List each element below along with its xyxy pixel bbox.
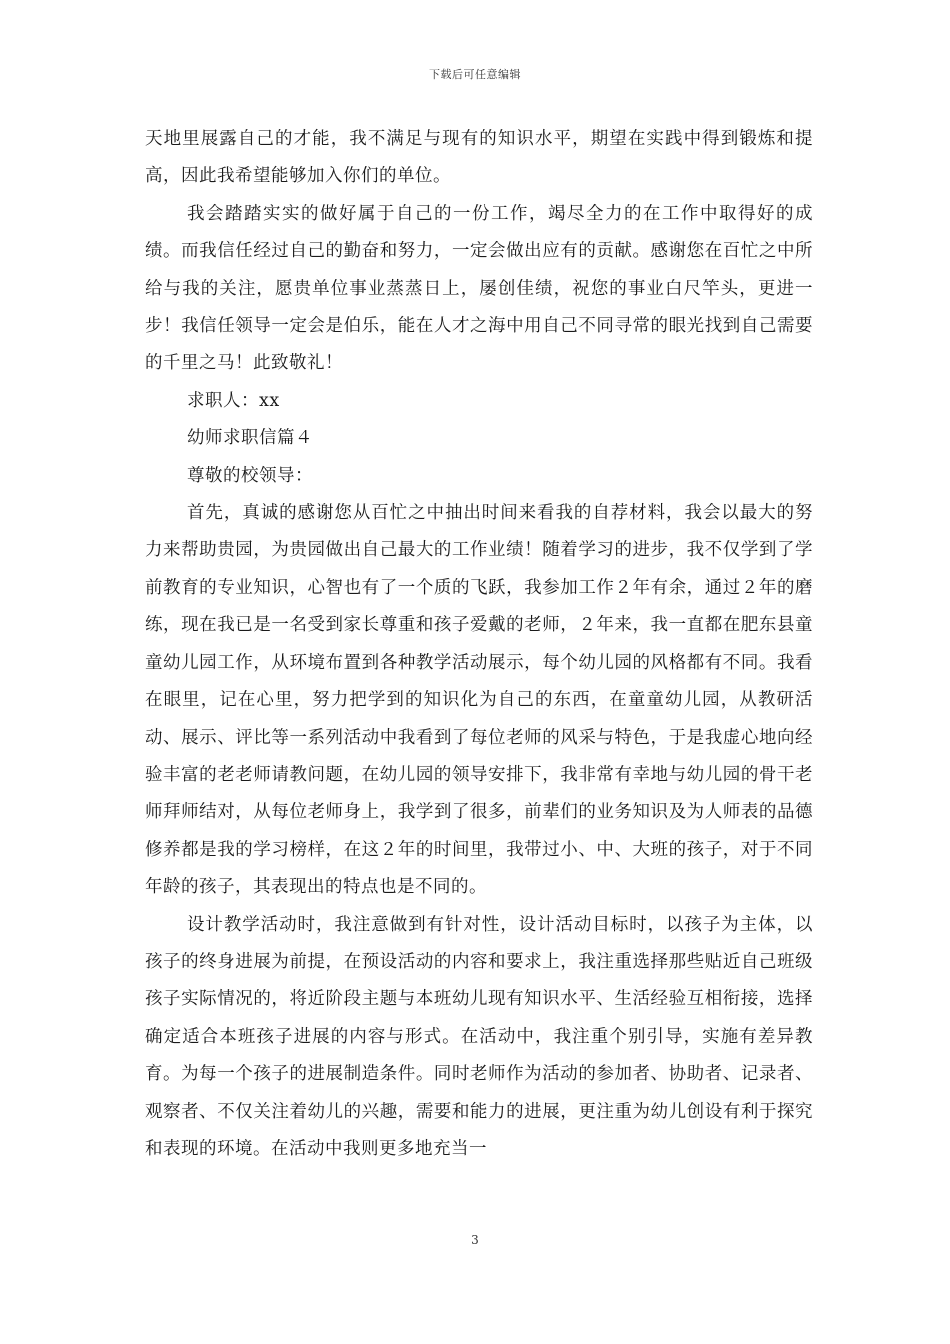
salutation: 尊敬的校领导： [187, 465, 313, 486]
paragraph-continuation: 天地里展露自己的才能，我不满足与现有的知识水平，期望在实践中得到锻炼和提高，因此我希望能够加入你们的单位。 [145, 129, 813, 187]
paragraph-body-1: 首先，真诚的感谢您从百忙之中抽出时间来看我的自荐材料，我会以最大的努力来帮助贵园，为贵园做出自己最大的工作业绩！随着学习的进步，我不仅学到了学前教育的专业知识，心智也有了一个质的飞跃，我参加工作２年有余，通过２年的磨练，现在我已是一名受到家长尊重和孩子爱戴的老师，２年来，我一直都在肥东县童童幼儿园工作，从环境布置到各种教学活动展示，每个幼儿园的风格都有不同。我看在眼里，记在心里，努力把学到的知识化为自己的东西，在童童幼儿园，从教研活动、展示、评比等一系列活动中我看到了每位老师的风采与特色，于是我虚心地向经验丰富的老老师请教问题，在幼儿园的领导安排下，我非常有幸地与幼儿园的骨干老师拜师结对，从每位老师身上，我学到了很多，前辈们的业务知识及为人师表的品德修养都是我的学习榜样，在这２年的时间里，我带过小、中、大班的孩子，对于不同年龄的孩子，其表现出的特点也是不同的。 [145, 503, 813, 898]
paragraph-closing: 我会踏踏实实的做好属于自己的一份工作，竭尽全力的在工作中取得好的成绩。而我信任经过自己的勤奋和努力，一定会做出应有的贡献。感谢您在百忙之中所给与我的关注，愿贵单位事业蒸蒸日上，屡创佳绩，祝您的事业白尺竿头，更进一步！我信任领导一定会是伯乐，能在人才之海中用自己不同寻常的眼光找到自己需要的千里之马！此致敬礼！ [145, 203, 813, 374]
section-title: 幼师求职信篇４ [187, 428, 313, 449]
signature-line: 求职人：xx [187, 390, 280, 411]
document-body [145, 121, 813, 1168]
paragraph-body-2: 设计教学活动时，我注意做到有针对性，设计活动目标时，以孩子为主体，以孩子的终身进展为前提，在预设活动的内容和要求上，我注重选择那些贴近自己班级孩子实际情况的，将近阶段主题与本班幼儿现有知识水平、生活经验互相衔接，选择确定适合本班孩子进展的内容与形式。在活动中，我注重个别引导，实施有差异教育。为每一个孩子的进展制造条件。同时老师作为活动的参加者、协助者、记录者、观察者、不仅关注着幼儿的兴趣，需要和能力的进展，更注重为幼儿创设有利于探究和表现的环境。在活动中我则更多地充当一 [145, 914, 813, 1159]
page-header: 下载后可任意编辑 [429, 68, 521, 81]
page-number: 3 [471, 1233, 479, 1247]
